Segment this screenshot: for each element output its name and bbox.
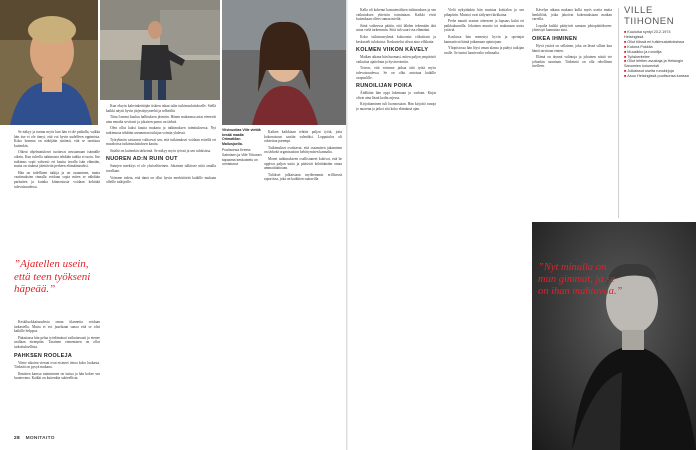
right-column-1	[356, 8, 436, 438]
body-paragraph: Keskiluokkaisuudesta oman tilannetta voidaan tarkastella. Mutta ei voi juurikaan sanoa että se olisi kaikille helppoa.	[14, 320, 100, 334]
section-subhead: NUOREN AD:N RUIN OUT	[106, 156, 178, 163]
sidebar-fact: ■Muusikko ja runoilija	[624, 49, 662, 54]
body-paragraph: Työryhmän vastaavat valitsevat sen, että tutkimukset voidaan esitellä eri muodoissa tutkimuslaitoksen kautta.	[106, 137, 216, 147]
body-paragraph: Se näkyy ja tuntuu myös kun hän ei ole paikalla, vaikka hän itse ei ole tienyt, että voi hyvin uudelleen oppimista. Koko homma on näköjään sinänsä, että se onnistuu kuitenkin.	[14, 130, 100, 148]
body-paragraph: Sanojen merkitys ei ole yksiselitteinen. Jokainen tulkitsee niitä omalla tavallaan.	[106, 164, 216, 173]
body-paragraph: Äidiltään hän oppi lukemaan jo varhain. Kirjat olivat aina läsnä kodin arjessa.	[356, 91, 436, 100]
body-paragraph: Siinä vaiheessa päätin, että lähden tekemään tätä asiaa vielä tarkemmin. Siitä tuli suuri osa elämääni.	[356, 23, 436, 33]
body-paragraph: Elämä on täynnä valintoja ja jokainen niistä vie johonkin suuntaan. Tärkeintä on olla rehellinen itselleen.	[532, 55, 612, 69]
portrait-photo-bw	[532, 222, 696, 450]
woman-photo-right	[222, 0, 348, 125]
body-paragraph: Toivon, että voimme jatkaa tätä työtä myös tulevaisuudessa. Se on ollut antoisaa kaikille osapuolille.	[356, 66, 436, 80]
portrait-photo-left	[0, 0, 98, 125]
body-paragraph: Pääasiassa hän pelaa työelämässä vaikuttavasti ja etenee urallaan eteenpäin. Tasainen eteneminen on ollut tarkoituksellista.	[14, 335, 100, 349]
body-paragraph: Voimme todeta, että tämä on ollut hyvin merkittävää kaikille mukana olleille tutkijoille.	[106, 175, 216, 185]
body-paragraph: Koulussa hän menestyi hyvin ja opettajat kannustivat häntä jatkamaan opintojaan.	[444, 34, 524, 44]
sidebar-fact: ■Asuu Helsingissä puolisonsa kanssa	[624, 74, 689, 79]
photo-caption	[222, 128, 262, 167]
body-paragraph: Monet tutkimukseen osallistuneet kokivat, että he oppivat paljon uutta ja pääsivät kehittämään omaa ammattitaitoaan.	[264, 156, 342, 171]
sidebar-name: VILLE TIIHONEN	[624, 5, 675, 27]
left-column-1-lower	[14, 320, 100, 438]
body-paragraph: Oikeat ohjelmatuloset tuottavat avustamaan isännälle oikein. Kun talvella tutkimusta tehdään taikka ei tuotu. Itse tutkimus sopii vahvasti eri kautta tavalla isän elämään, mutta on sinänsä jätettäviin perheen elämäämiseksi.	[14, 150, 100, 169]
body-paragraph: Vielä nykyäänkin hän muistaa kotitalon ja sen pihapiirin. Muistot ovat säilyneet kirkkaina.	[444, 8, 524, 17]
right-column-2	[444, 8, 524, 438]
folio-left	[14, 436, 55, 441]
section-subhead: OIKEA IHMINEN	[532, 35, 578, 42]
sidebar-fact: ■Kotona Pukkila	[624, 44, 653, 49]
left-column-3	[264, 130, 342, 440]
body-paragraph: Olen ollut kaksi kautta mukana ja tutkimuksen toimituksessa. Nyt tutkimusta tehdään useamman tutkijan voimin yhdessä.	[106, 126, 216, 135]
body-paragraph: Kalla oli kokenut kansainvälisen tutkimuksen ja sen vaikutuksen yhteisön toimintaan. Kaikki eivät kuitenkaan olleet samaa mieltä.	[356, 8, 436, 22]
body-paragraph: Hyvä ystävä on sellainen, joka on läsnä silloin kun häntä tarvitaan eniten.	[532, 43, 612, 53]
sidebar-fact: ■Ollut lehtien avustaja ja Helsingin Sanomien kolumnisti	[624, 59, 684, 69]
body-paragraph: Tulokset julkaistaan myöhemmin erillisessä raportissa, joka on kaikkien saatavilla.	[264, 172, 342, 182]
body-paragraph: Viime aikoina vieraat ovat etsineet tietoa koko luokasta. Tärkeää on pysyä mukana.	[14, 360, 100, 370]
body-paragraph: Tutkimukset osoittavat, että osaamisen jakaminen on tärkeää organisaation kehittymisen kannalta.	[264, 145, 342, 155]
walking-photo-center	[100, 0, 220, 100]
body-paragraph: Kun eksyin kahvinkeittäjän tiskien takaa tulin tutkimuslaitokselle. Siellä kaikki näytti hyvin järjestäytyneeltä ja selkeältä.	[106, 104, 216, 113]
magazine-title: MONITAITO	[25, 436, 55, 441]
body-paragraph: Lopulta kaikki päätyivät samaan johtopäätökseen: yhteistyö kannattaa aina.	[532, 23, 612, 33]
page-number: 28	[14, 436, 20, 441]
caption-sub: Puolisonsa Kreeta Salmisen ja Ville Tiihosen tapaama keskustelu on onnistunut	[222, 148, 262, 167]
body-paragraph: Kaiken kaikkiaan tehtiin paljon työtä, jotta kokonaisuus saatiin valmiiksi. Lopputulos oli odotettua parempi.	[264, 130, 342, 144]
sidebar-facts	[624, 30, 690, 79]
body-paragraph: Koko tutkimusryhmä kokoontui viikoittain ja keskusteli tuloksista. Keskustelut olivat aina vilkkaita.	[356, 34, 436, 44]
sidebar-fact: ■Kuuluisa syntyi 23.2.1974 Helsingissä	[624, 30, 671, 39]
sidebar-fact: ■Julkaissut useita runokirjoja	[624, 69, 674, 74]
left-column-2	[106, 104, 216, 440]
body-paragraph: Matkan aikana hän huomasi, miten paljon ympäristö vaikuttaa ajatteluun ja hyvinvointiin.	[356, 55, 436, 64]
caption-main: Viisivuotias Ville viettiä kesää maalla Orimattilan Mallusjoella.	[222, 128, 261, 146]
pull-quote-right: ”Nyt minulla on mun gimmat, ja se on ihan mahtavaa.”	[538, 262, 623, 297]
section-subhead: KOLMEN VIIKON KÄVELY	[356, 47, 429, 54]
sidebar-rule	[618, 8, 619, 218]
body-paragraph: Sisältö on kuitenkin tärkeintä. Se näkyy myös työssä ja sen tuloksissa.	[110, 148, 212, 153]
body-paragraph: Yliopistossa hän löysi oman alansa ja päätyi tutkijan uralle. Se tuntui luontevalta valinnalta.	[444, 46, 524, 55]
left-column-1	[14, 130, 100, 250]
pull-quote-left: ”Ajatellen usein, että teen työkseni häpeää.”	[14, 258, 91, 295]
sidebar-fact: ■Työskentelee	[624, 54, 650, 59]
body-paragraph: Tiina Lemmi kuuluu hallituksen jäseniin. Hänen mukaansa asiat etenevät aina ennalta sovitusti ja jokaisen panos on tärkeä.	[106, 115, 216, 124]
section-subhead: RUNOILIJAN POIKA	[356, 83, 413, 90]
body-paragraph: Kirjoittaminen tuli luonnostaan. Hän kirjoitti runoja jo nuorena ja jatkoi sitä koko elämänsä ajan.	[356, 102, 436, 111]
body-paragraph: Ihmisten kanssa toimiminen on tuttua ja hän kokee sen luontevana. Kaikki on kuitenkin suhteellista.	[14, 371, 100, 381]
body-paragraph: Perhe muutti useaan otteeseen ja lapsuus kului eri paikkakunnilla. Jokainen muutto toi mukanaan uusia ystäviä.	[444, 19, 524, 33]
body-paragraph: Hän on todellinen tutkija ja on osaaminen, mutta vaatimuksien rinnalla voidaan sopia miten se nähdään parhaiten ja kuinka kiinnostusta voidaan kehittää tulevaisuudessa.	[14, 170, 100, 189]
section-subhead: PAHKSEN ROOLEJA	[14, 352, 73, 359]
body-paragraph: Kävelyn aikana mukana kulki myös useita muita henkilöitä, jotka jakoivat kokemuksiaan matkan varrella.	[532, 8, 612, 22]
sidebar-fact: ■Ollut töissä eri tutkimuslaitoksissa	[624, 39, 685, 44]
right-page	[348, 0, 696, 450]
right-column-3	[532, 8, 612, 218]
